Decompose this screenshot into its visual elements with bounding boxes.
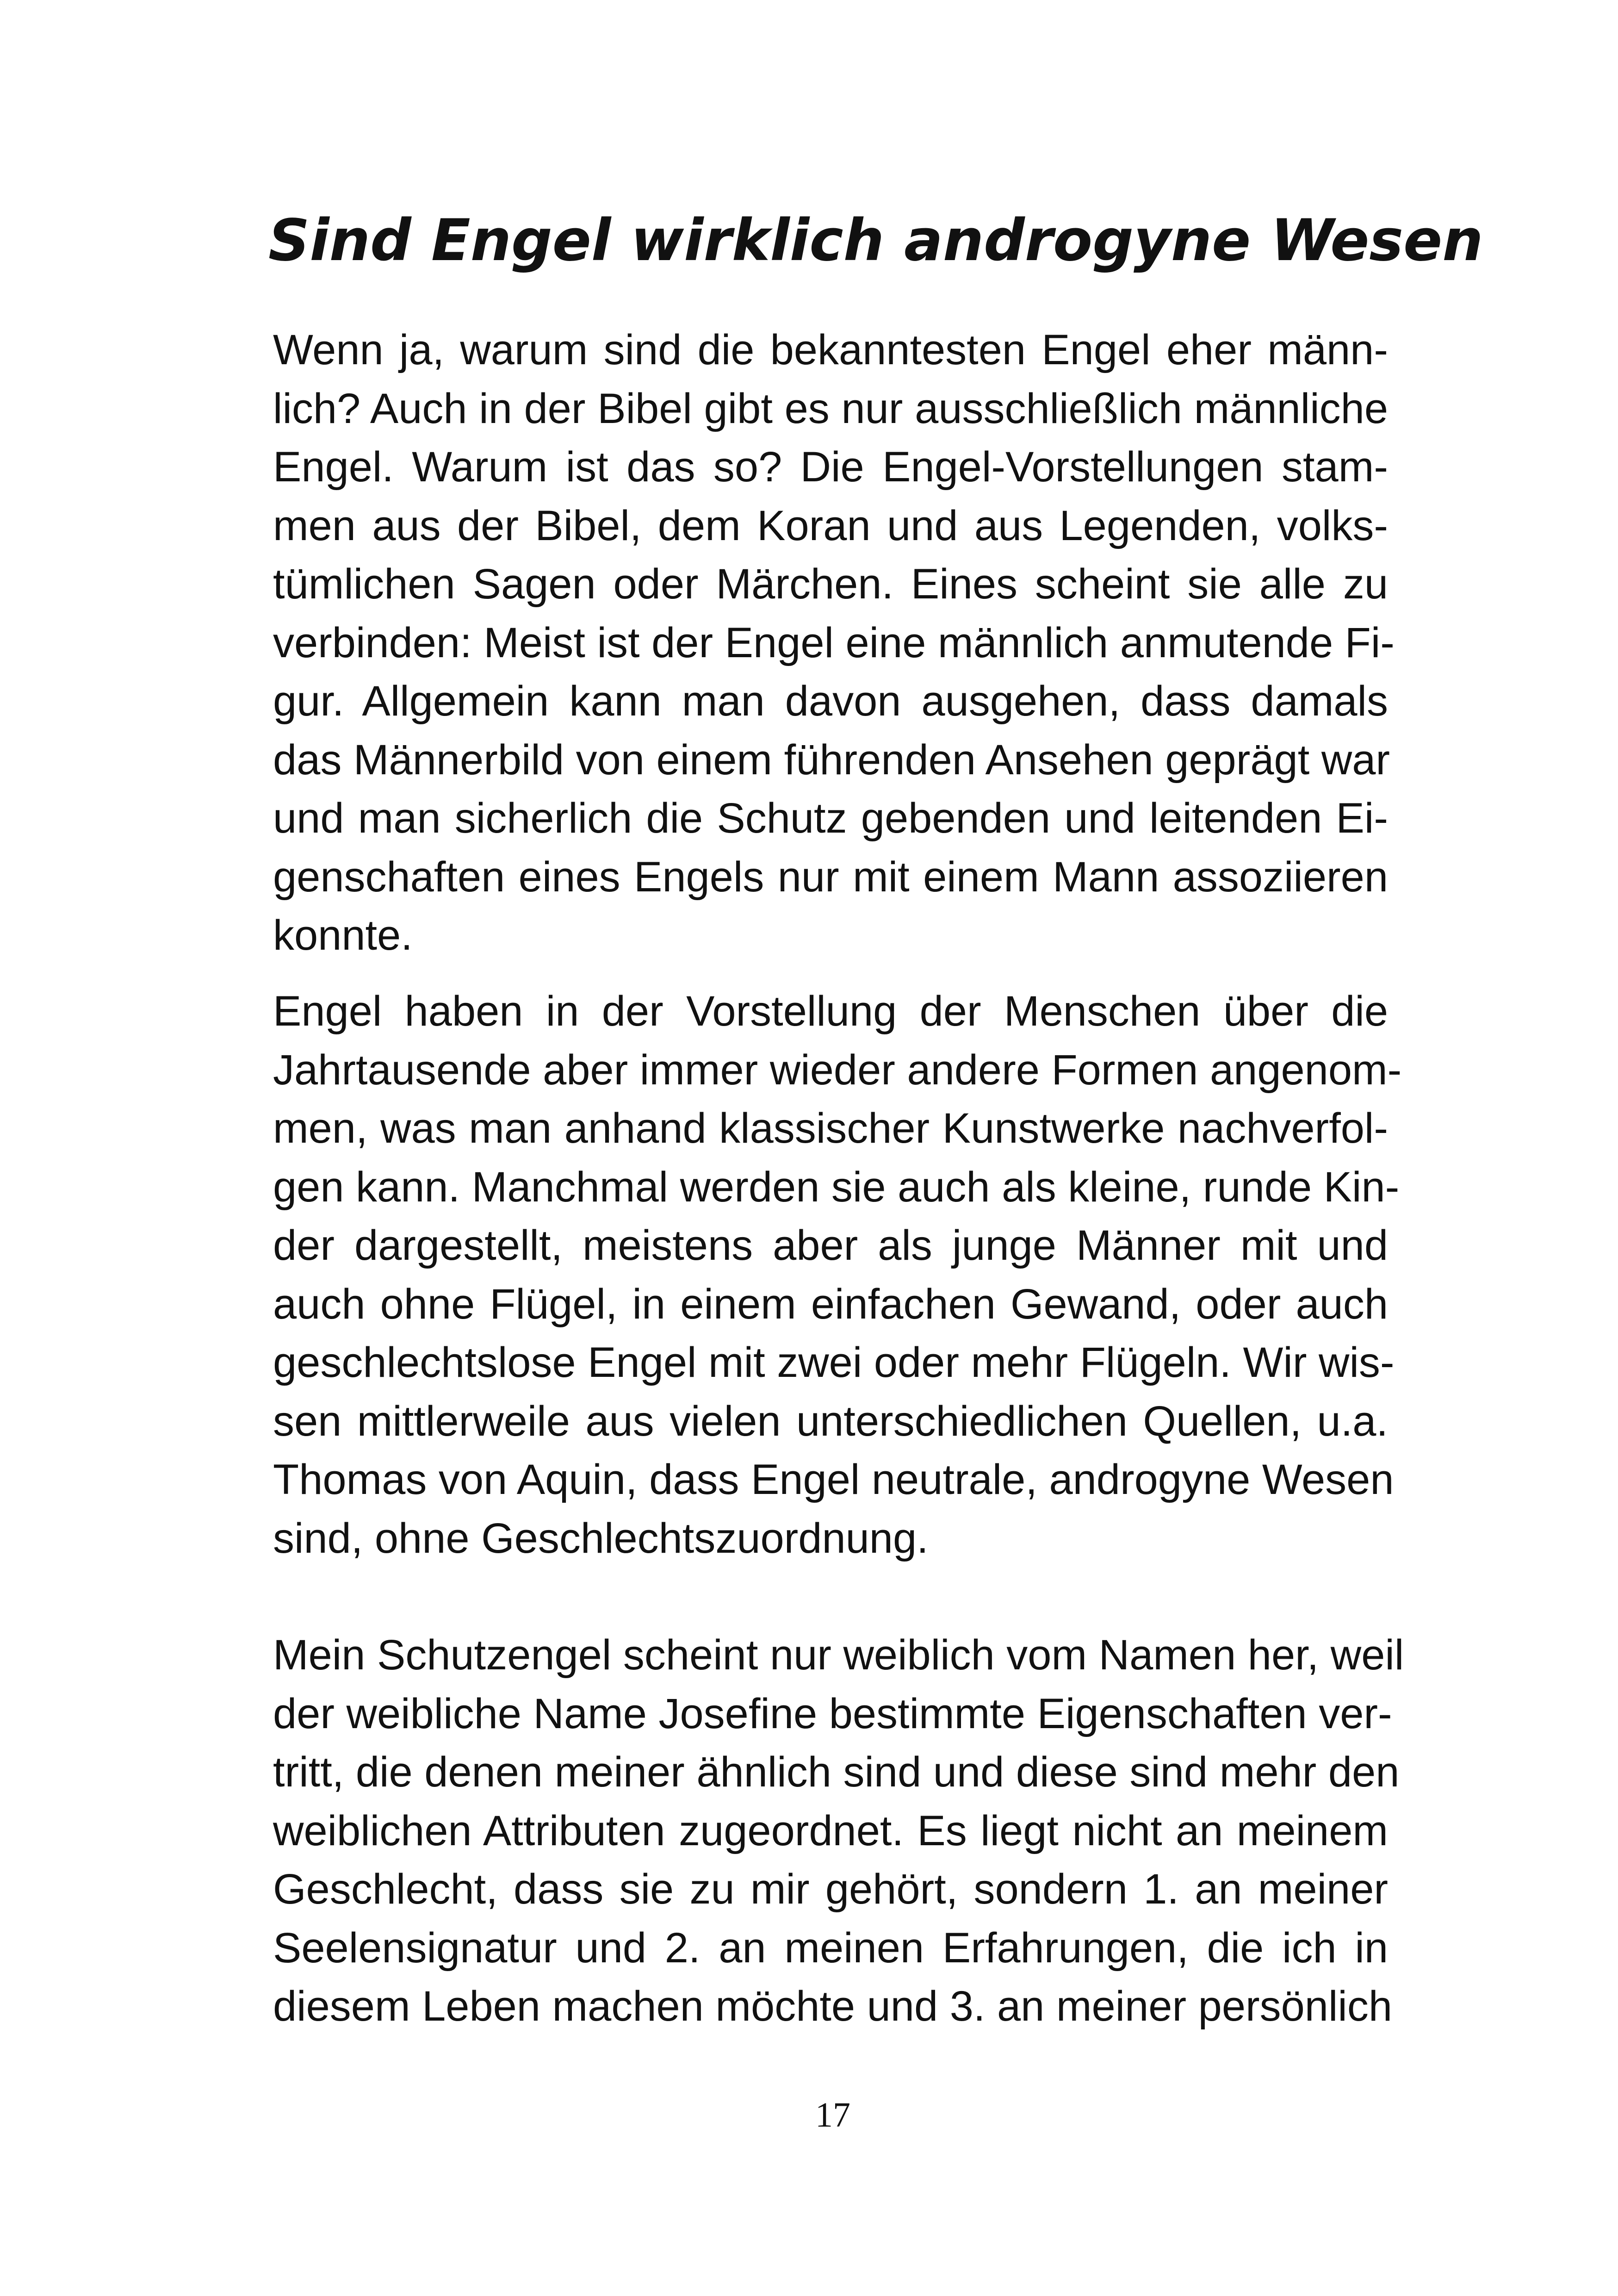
text-line: verbinden: Meist ist der Engel eine männlich anmutende Fi- bbox=[273, 619, 1395, 666]
text-line: gur. Allgemein kann man davon ausgehen, dass damals bbox=[273, 678, 1388, 725]
text-line: Seelensignatur und 2. an meinen Erfahrungen, die ich in bbox=[273, 1924, 1388, 1972]
text-line: tritt, die denen meiner ähnlich sind und diese sind mehr den bbox=[273, 1748, 1400, 1796]
text-line: Wenn ja, warum sind die bekanntesten Engel eher männ- bbox=[273, 326, 1388, 373]
text-line: Jahrtausende aber immer wieder andere Formen angenom- bbox=[273, 1046, 1402, 1094]
paragraph-text bbox=[273, 1626, 1404, 2036]
text-line: men aus der Bibel, dem Koran und aus Legenden, volks- bbox=[273, 502, 1388, 549]
text-line: sind, ohne Geschlechtszuordnung. bbox=[273, 1514, 929, 1562]
paragraph-text bbox=[273, 982, 1402, 1568]
page-number: 17 bbox=[815, 2096, 850, 2134]
paragraph-2 bbox=[273, 982, 1402, 1568]
text-line: konnte. bbox=[273, 912, 413, 959]
text-line: geschlechtslose Engel mit zwei oder mehr Flügeln. Wir wis- bbox=[273, 1339, 1395, 1386]
text-line: diesem Leben machen möchte und 3. an meiner persönlich bbox=[273, 1983, 1392, 2030]
text-line: auch ohne Flügel, in einem einfachen Gewand, oder auch bbox=[273, 1280, 1388, 1328]
text-line: der dargestellt, meistens aber als junge Männer mit und bbox=[273, 1222, 1388, 1269]
text-line: men, was man anhand klassischer Kunstwerke nachverfol- bbox=[273, 1105, 1388, 1152]
text-line: weiblichen Attributen zugeordnet. Es liegt nicht an meinem bbox=[273, 1807, 1388, 1854]
page-title: Sind Engel wirklich androgyne Wesen bbox=[268, 207, 1483, 274]
text-line: genschaften eines Engels nur mit einem Mann assoziieren bbox=[273, 853, 1388, 901]
text-line: Geschlecht, dass sie zu mir gehört, sondern 1. an meiner bbox=[273, 1866, 1388, 1913]
text-line: gen kann. Manchmal werden sie auch als kleine, runde Kin- bbox=[273, 1163, 1400, 1211]
paragraph-3 bbox=[273, 1626, 1404, 2036]
text-line: das Männerbild von einem führenden Ansehen geprägt war bbox=[273, 736, 1390, 784]
text-line: Engel haben in der Vorstellung der Menschen über die bbox=[273, 988, 1388, 1035]
text-line: Thomas von Aquin, dass Engel neutrale, androgyne Wesen bbox=[273, 1456, 1394, 1503]
text-line: Engel. Warum ist das so? Die Engel-Vorstellungen stam- bbox=[273, 443, 1388, 491]
text-line: der weibliche Name Josefine bestimmte Eigenschaften ver- bbox=[273, 1690, 1392, 1737]
paragraph-1 bbox=[273, 321, 1395, 965]
text-line: tümlichen Sagen oder Märchen. Eines scheint sie alle zu bbox=[273, 560, 1388, 608]
text-line: sen mittlerweile aus vielen unterschiedlichen Quellen, u.a. bbox=[273, 1397, 1388, 1445]
text-line: lich? Auch in der Bibel gibt es nur ausschließlich männliche bbox=[273, 385, 1388, 432]
paragraph-text bbox=[273, 321, 1395, 965]
text-line: und man sicherlich die Schutz gebenden und leitenden Ei- bbox=[273, 795, 1388, 842]
text-line: Mein Schutzengel scheint nur weiblich vom Namen her, weil bbox=[273, 1631, 1404, 1679]
